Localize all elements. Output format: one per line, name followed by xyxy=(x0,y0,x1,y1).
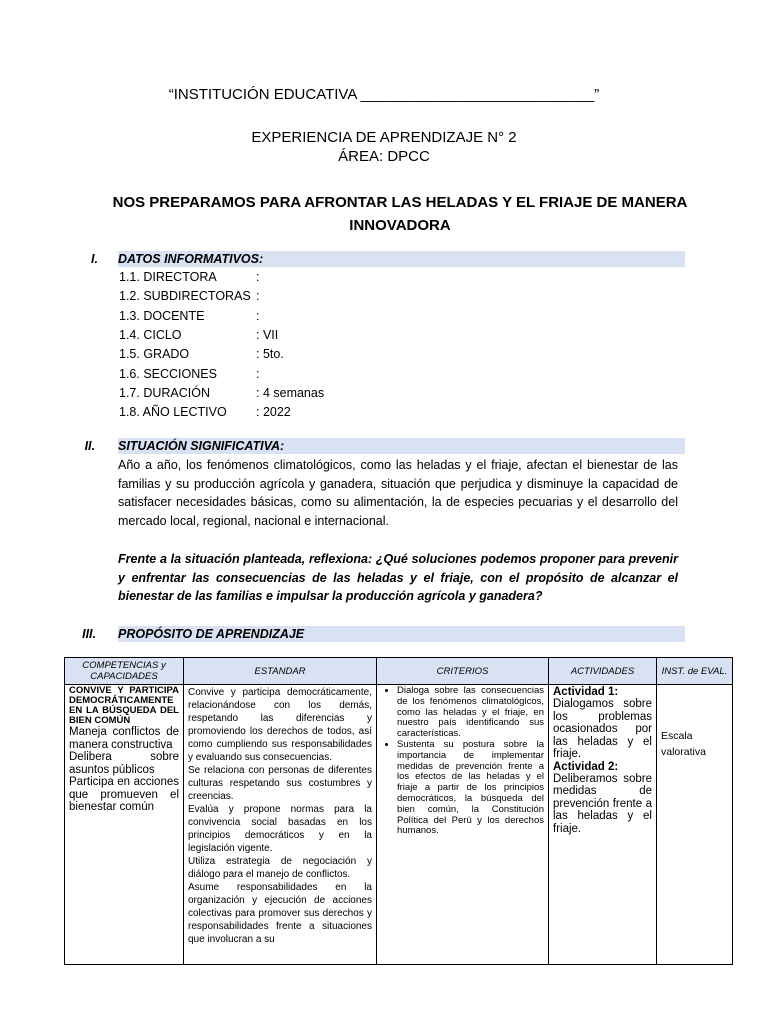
datos-value: : xyxy=(256,366,260,381)
criterio-item: • Dialoga sobre las consecuencias de los fenómenos climatológicos, como las heladas y el friaje, en nuestro país identificando sus características. xyxy=(397,686,544,740)
datos-row xyxy=(119,288,259,304)
datos-value: : 2022 xyxy=(256,405,291,420)
actividad-text: Deliberamos sobre medidas de prevención frente a las heladas y el friaje. xyxy=(553,772,652,835)
criterio-item: • Sustenta su postura sobre la importancia de implementar medidas de prevención frente a los efectos de las heladas y el friaje a partir de los principios democráticos, la búsqueda del bien común, la Constitución Política del Perú y los derechos humanos. xyxy=(397,740,544,837)
datos-row xyxy=(119,269,259,285)
header-actividades: ACTIVIDADES xyxy=(549,658,657,685)
capacidad-item: Participa en acciones que promueven el bienestar común xyxy=(69,776,179,813)
estandar-item: Asume responsabilidades en la organización y ejecución de acciones colectivas para promover sus derechos y responsabilidades frente a situaciones que involucran a su xyxy=(188,882,372,945)
section-number-situacion: II. xyxy=(84,439,95,453)
area-label: ÁREA: DPCC xyxy=(338,148,430,165)
capacidad-item: Delibera sobre asuntos públicos xyxy=(69,751,179,776)
datos-row xyxy=(119,346,284,362)
criterios-cell xyxy=(377,685,549,965)
section-heading-situacion: SITUACIÓN SIGNIFICATIVA: xyxy=(118,438,685,454)
situacion-question: Frente a la situación planteada, reflexiona: ¿Qué soluciones podemos proponer para prevenir y enfrentar las consecuencias de las heladas y el friaje, con el propósito de alcanzar el bienestar de las familias e impulsar la producción agrícola y ganadera? xyxy=(118,552,678,604)
table-row xyxy=(65,685,733,965)
datos-value: : 4 semanas xyxy=(256,385,325,400)
estandar-item: Se relaciona con personas de diferentes culturas respetando sus costumbres y creencias. xyxy=(188,765,372,802)
header-estandar: ESTANDAR xyxy=(184,658,377,685)
competencias-table xyxy=(64,657,733,965)
estandar-cell xyxy=(184,685,377,965)
datos-label: 1.8. AÑO LECTIVO xyxy=(119,405,227,420)
section-heading-proposito: PROPÓSITO DE APRENDIZAJE xyxy=(118,626,685,642)
datos-label: 1.6. SECCIONES xyxy=(119,366,217,381)
section-number-proposito: III. xyxy=(82,627,96,641)
estandar-item: Convive y participa democráticamente, relacionándose con los demás, respetando las diferencias y promoviendo los derechos de todos, así como cumpliendo sus responsabilidades y evaluando sus consecuencias. xyxy=(188,687,372,763)
actividades-cell xyxy=(549,685,657,965)
datos-label: 1.1. DIRECTORA xyxy=(119,270,217,284)
criterios-list xyxy=(381,686,544,837)
capacidad-item: Maneja conflictos de manera constructiva xyxy=(69,726,179,751)
actividad-text: Dialogamos sobre los problemas ocasionados por las heladas y el friaje. xyxy=(553,698,652,760)
estandar-item: Utiliza estrategia de negociación y diálogo para el manejo de conflictos. xyxy=(188,856,372,880)
header-competencias: COMPETENCIAS y CAPACIDADES xyxy=(65,658,184,685)
datos-value: : VII xyxy=(256,327,279,342)
competencia-cell xyxy=(65,685,184,965)
datos-label: 1.3. DOCENTE xyxy=(119,308,205,323)
datos-row xyxy=(119,385,324,401)
actividad-title: Actividad 2: xyxy=(553,760,619,773)
document-title: NOS PREPARAMOS PARA AFRONTAR LAS HELADAS Y EL FRIAJE DE MANERA INNOVADORA xyxy=(112,194,688,234)
datos-row xyxy=(119,308,259,324)
estandar-item: Evalúa y propone normas para la convivencia social basadas en los principios democráticos y en la legislación vigente. xyxy=(188,804,372,854)
experience-heading xyxy=(0,128,768,166)
datos-row xyxy=(119,366,259,382)
competencia-title: CONVIVE Y PARTICIPA DEMOCRÁTICAMENTE EN LA BÚSQUEDA DEL BIEN COMÚN xyxy=(69,685,179,726)
header-criterios: CRITERIOS xyxy=(377,658,549,685)
experience-number: EXPERIENCIA DE APRENDIZAJE N° 2 xyxy=(251,129,517,146)
datos-value: : xyxy=(256,308,260,323)
actividad-title: Actividad 1: xyxy=(553,686,619,698)
instrumento-cell xyxy=(657,685,733,965)
section-number-datos: I. xyxy=(91,252,98,266)
datos-label: 1.4. CICLO xyxy=(119,327,182,342)
datos-label: 1.2. SUBDIRECTORAS xyxy=(119,289,251,304)
datos-value: : 5to. xyxy=(256,347,284,362)
datos-label: 1.7. DURACIÓN xyxy=(119,385,210,400)
datos-value: : xyxy=(256,270,260,284)
header-instrumento: INST. de EVAL. xyxy=(657,658,733,685)
instrumento-text: Escala valorativa xyxy=(661,730,706,758)
table-header-row xyxy=(65,658,733,685)
section-heading-datos: DATOS INFORMATIVOS: xyxy=(118,251,685,267)
datos-label: 1.5. GRADO xyxy=(119,347,190,362)
institution-line: “INSTITUCIÓN EDUCATIVA ____________________________” xyxy=(168,86,600,103)
datos-row xyxy=(119,404,291,420)
situacion-paragraph: Año a año, los fenómenos climatológicos, como las heladas y el friaje, afectan el bienestar de las familias y su producción agrícola y ganadera, situación que perjudica y disminuye la capacidad de satisfacer necesidades básicas, como su alimentación, la de especies pecuarias y el desarrollo del mercado local, regional, nacional e internacional. xyxy=(118,458,678,528)
datos-row xyxy=(119,327,278,343)
datos-value: : xyxy=(256,289,260,304)
